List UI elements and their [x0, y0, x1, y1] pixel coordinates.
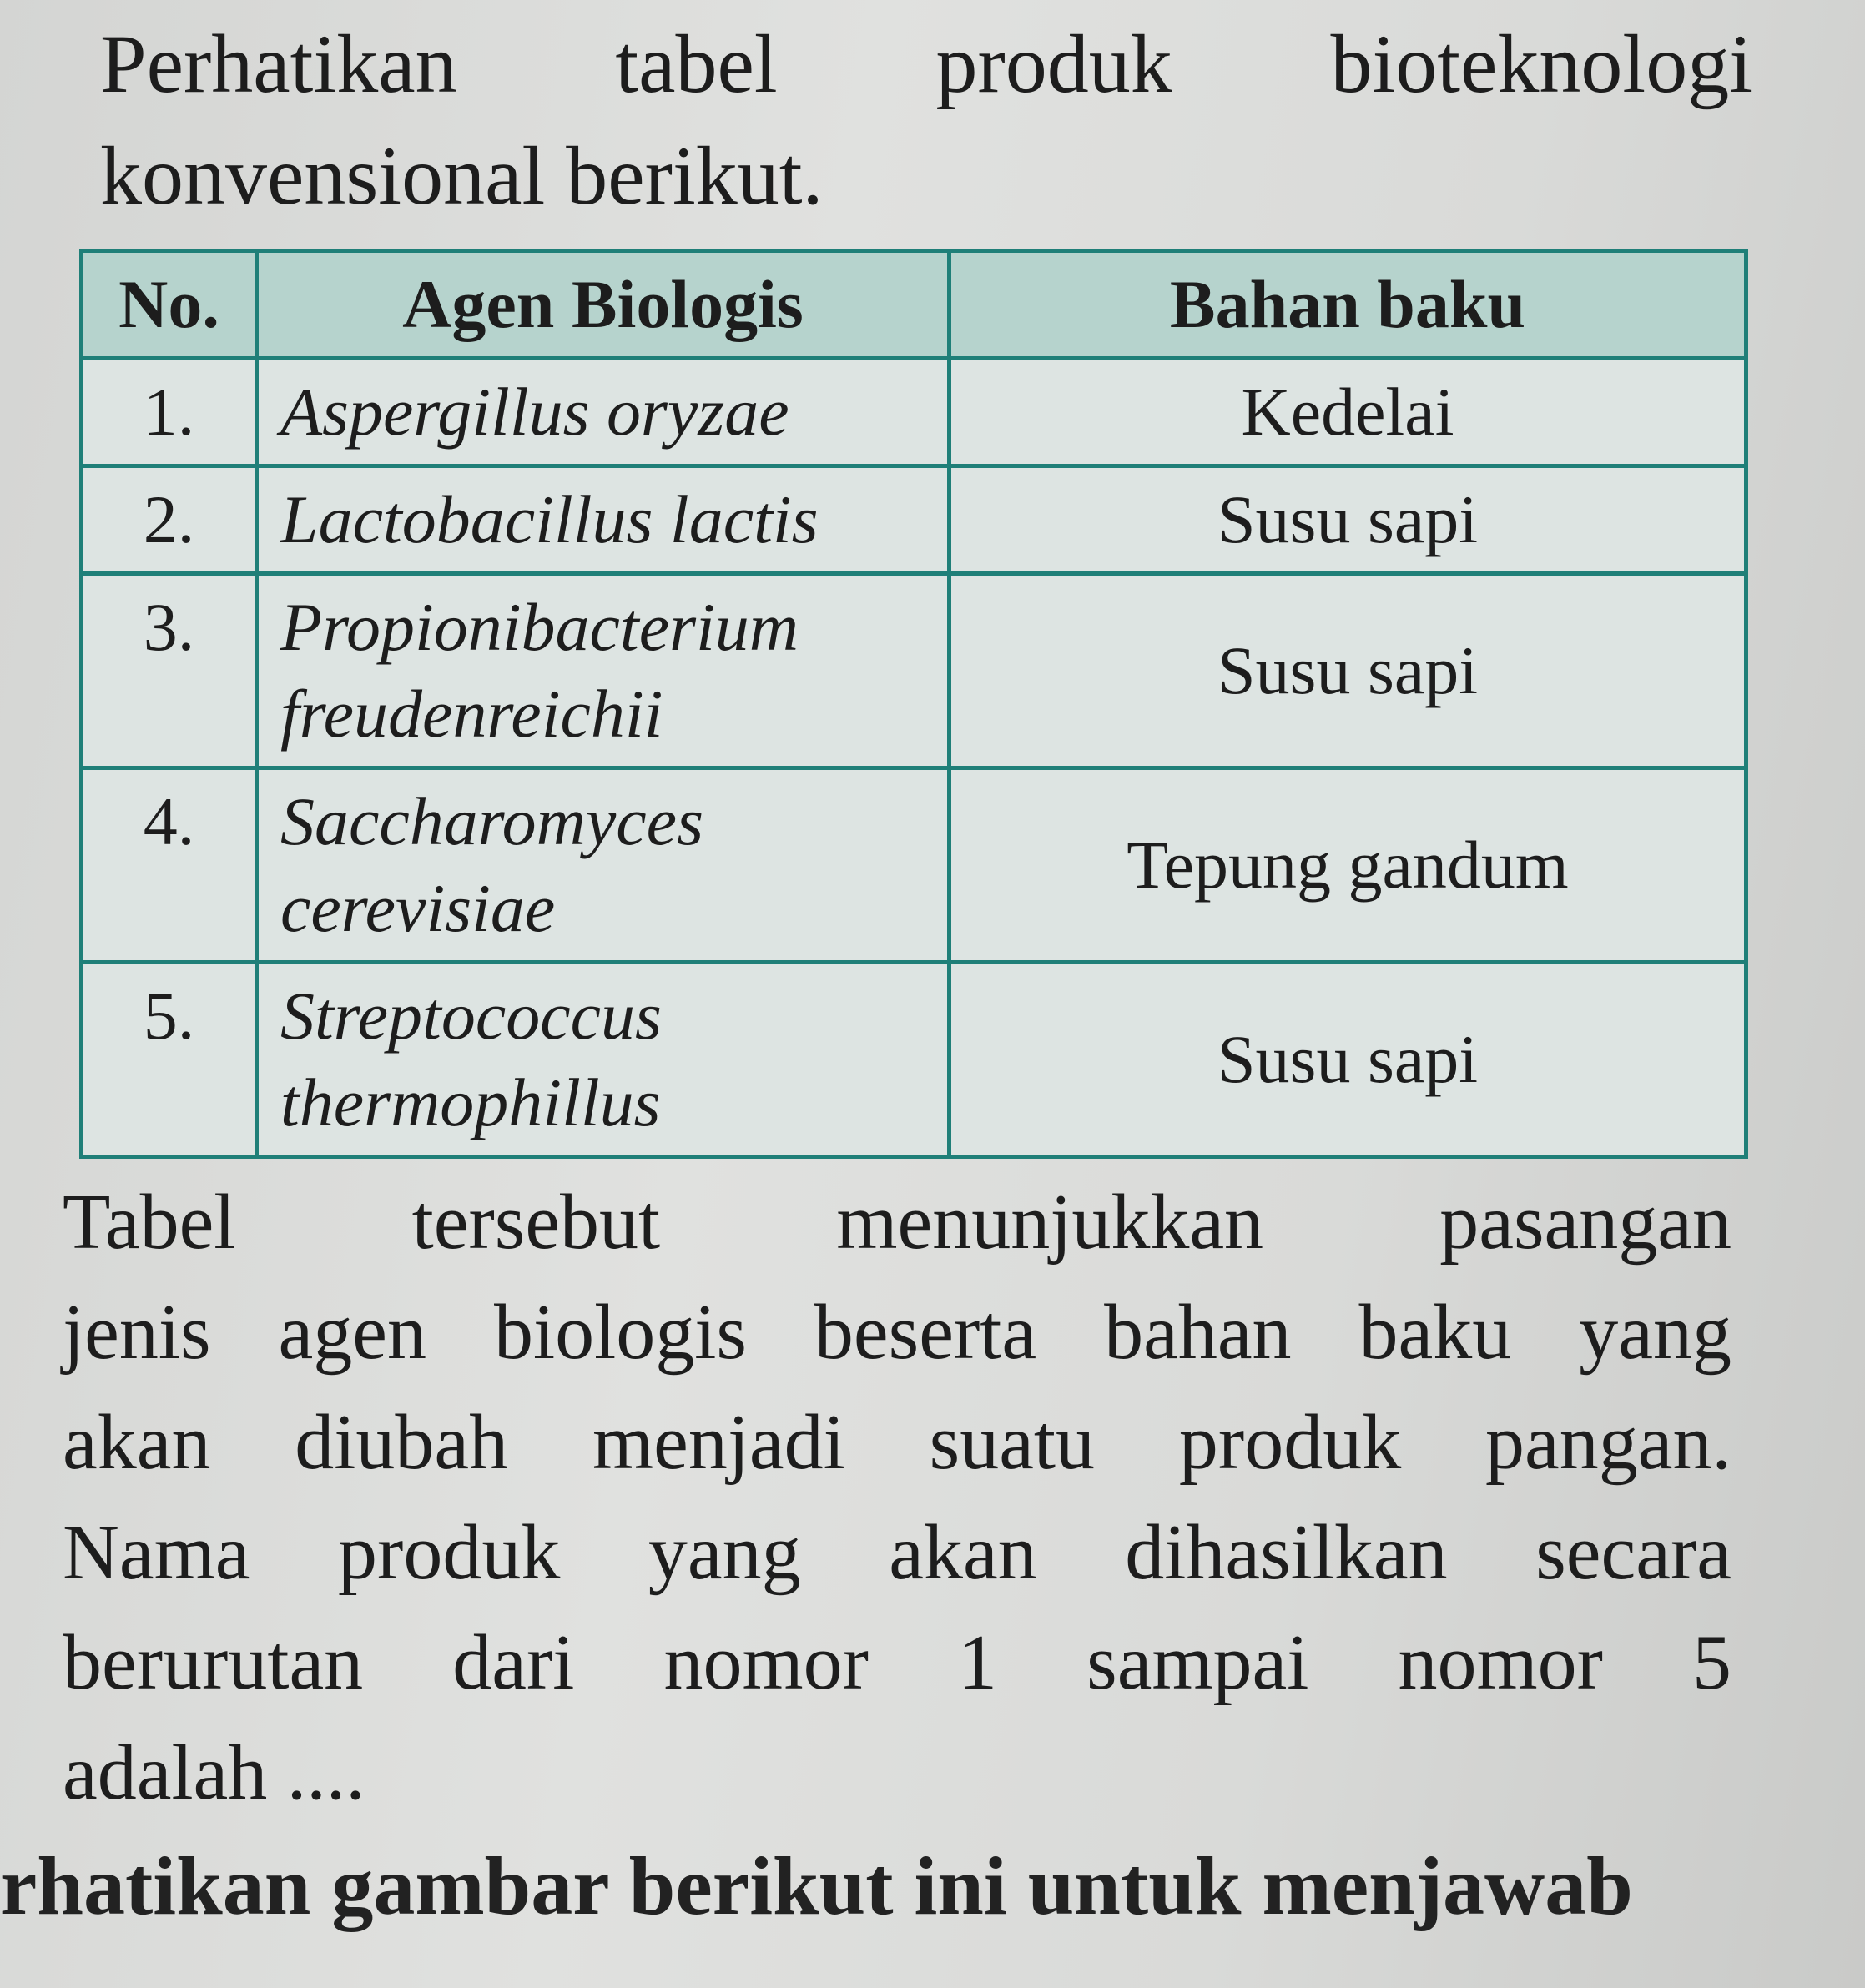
- intro-line-2: konvensional berikut.: [100, 129, 824, 222]
- table-row: [82, 963, 1747, 1157]
- cell-agen: Streptococcus thermophillus: [257, 963, 950, 1157]
- intro-text: [100, 8, 1752, 232]
- question-line: Tabel tersebut menunjukkan pasangan: [63, 1179, 1731, 1266]
- question-line: Nama produk yang akan dihasilkan secara: [63, 1509, 1731, 1596]
- question-line: adalah ....: [63, 1729, 365, 1816]
- table-header-row: [82, 251, 1747, 359]
- cell-no: 5.: [82, 963, 257, 1157]
- cell-no: 4.: [82, 768, 257, 963]
- question-line: berurutan dari nomor 1 sampai nomor 5: [63, 1619, 1731, 1706]
- question-line: jenis agen biologis beserta bahan baku yang: [63, 1289, 1731, 1376]
- cell-bahan: Susu sapi: [950, 574, 1747, 768]
- cell-agen: Saccharomyces cerevisiae: [257, 768, 950, 963]
- table-row: [82, 466, 1747, 574]
- biotech-table: [79, 249, 1748, 1159]
- header-bahan: Bahan baku: [950, 251, 1747, 359]
- cell-agen: Propionibacterium freudenreichii: [257, 574, 950, 768]
- cutoff-next-question: rhatikan gambar berikut ini untuk menjawab: [0, 1840, 1633, 1932]
- question-line: akan diubah menjadi suatu produk pangan.: [63, 1399, 1731, 1486]
- cell-bahan: Susu sapi: [950, 963, 1747, 1157]
- cell-agen: Aspergillus oryzae: [257, 359, 950, 466]
- header-agen: Agen Biologis: [257, 251, 950, 359]
- table-wrapper: [79, 249, 1748, 1159]
- table-row: [82, 768, 1747, 963]
- cell-agen: Lactobacillus lactis: [257, 466, 950, 574]
- table-row: [82, 574, 1747, 768]
- cell-no: 1.: [82, 359, 257, 466]
- cell-no: 2.: [82, 466, 257, 574]
- cell-bahan: Susu sapi: [950, 466, 1747, 574]
- table-row: [82, 359, 1747, 466]
- question-text: [63, 1167, 1731, 1828]
- cell-no: 3.: [82, 574, 257, 768]
- cell-bahan: Kedelai: [950, 359, 1747, 466]
- intro-line-1: Perhatikan tabel produk bioteknologi: [100, 18, 1752, 110]
- header-no: No.: [82, 251, 257, 359]
- cell-bahan: Tepung gandum: [950, 768, 1747, 963]
